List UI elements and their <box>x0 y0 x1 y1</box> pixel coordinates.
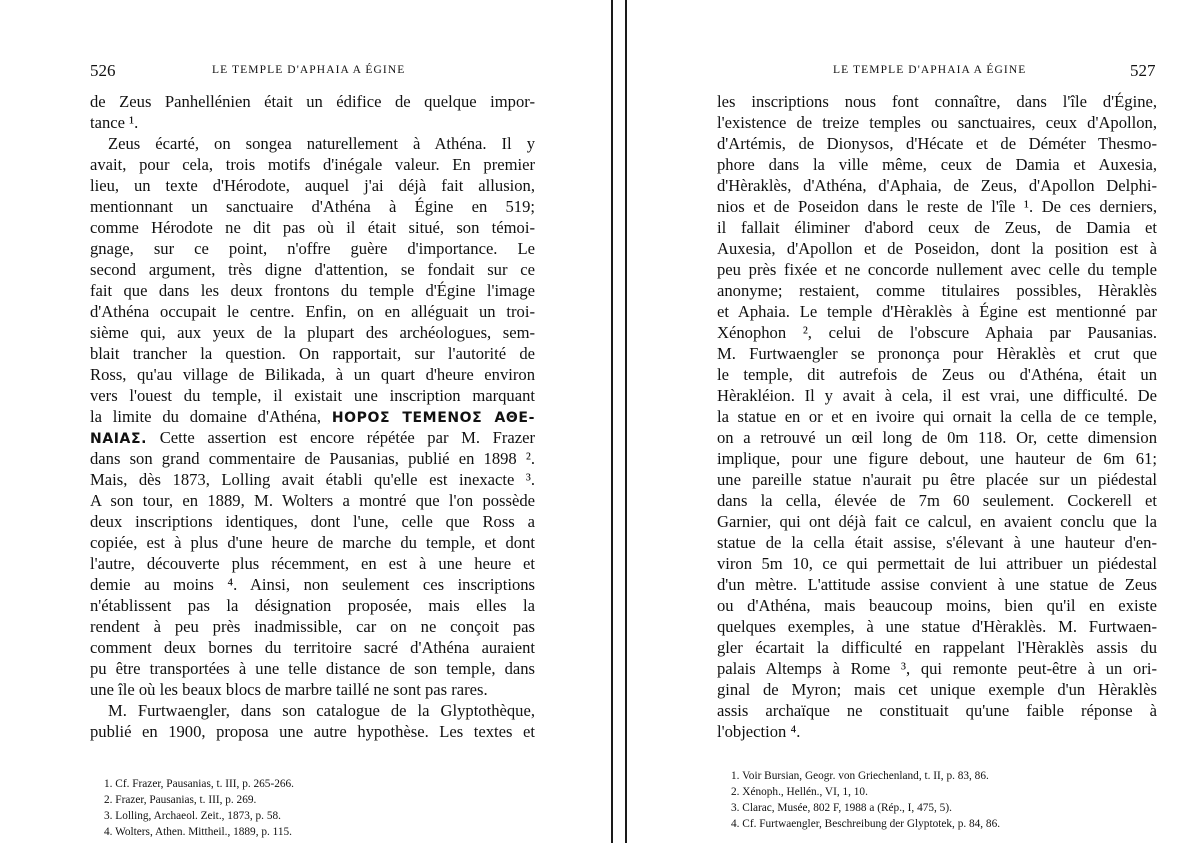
text-span: sième qui, aux yeux de la plupart des archéologues, sem- <box>90 323 535 342</box>
text-span: comme Hérodote ne dit pas où il était situé, son témoi- <box>90 218 535 237</box>
text-span: deux inscriptions identiques, dont l'une, celle que Ross a <box>90 512 535 531</box>
text-span: M. Furtwaengler, dans son catalogue de la Glyptothèque, <box>108 701 535 720</box>
text-span: dans son grand commentaire de Pausanias, publié en 1898 ². <box>90 449 535 468</box>
text-line <box>717 637 1157 658</box>
footnote: 4. Cf. Furtwaengler, Beschreibung der Glyptotek, p. 84, 86. <box>731 818 1001 830</box>
running-head: LE TEMPLE D'APHAIA A ÉGINE <box>212 64 406 76</box>
text-line <box>90 175 535 196</box>
text-line <box>90 658 535 679</box>
text-line <box>90 490 535 511</box>
footnote: 4. Wolters, Athen. Mittheil., 1889, p. 115. <box>104 826 292 838</box>
text-line <box>90 259 535 280</box>
text-span: lieu, un texte d'Hérodote, auquel j'ai déjà fait allusion, <box>90 176 535 195</box>
text-span: l'objection ⁴. <box>717 722 801 741</box>
text-span: Mais, dès 1873, Lolling avait établi qu'elle est inexacte ³. <box>90 470 535 489</box>
text-span: une pareille statue n'aurait pu être placée sur un piédestal <box>717 470 1157 489</box>
text-line <box>90 595 535 616</box>
text-line <box>717 238 1157 259</box>
text-line <box>717 469 1157 490</box>
footnote: 2. Xénoph., Hellén., VI, 1, 10. <box>731 786 868 798</box>
text-line <box>717 553 1157 574</box>
text-span: et Aphaia. Le temple d'Hèraklès à Égine est mentionné par <box>717 302 1157 321</box>
text-span: une île où les beaux blocs de marbre taillé ne sont pas rares. <box>90 680 488 699</box>
text-span: Ross, qu'au village de Bilikada, à un quart d'heure environ <box>90 365 535 384</box>
text-span: tance ¹. <box>90 113 139 132</box>
text-line <box>717 490 1157 511</box>
text-span: peu près fixée et ne concorde nullement avec celle du temple <box>717 260 1157 279</box>
text-span: d'Hèraklès, d'Athéna, d'Aphaia, de Zeus, d'Apollon Delphi- <box>717 176 1157 195</box>
text-span: Garnier, qui ont déjà fait ce calcul, en avaient conclu que la <box>717 512 1157 531</box>
running-head: LE TEMPLE D'APHAIA A ÉGINE <box>833 64 1027 76</box>
text-line <box>717 574 1157 595</box>
text-span: pu être transportées à une telle distance de son temple, dans <box>90 659 535 678</box>
text-span: blait trancher la question. On rapportait, sur l'autorité de <box>90 344 535 363</box>
text-span: palais Altemps à Rome ³, qui remonte peut-être à un ori- <box>717 659 1157 678</box>
text-line <box>90 427 535 448</box>
text-span: les inscriptions nous font connaître, dans l'île d'Égine, <box>717 92 1157 111</box>
text-line <box>717 154 1157 175</box>
page-number: 527 <box>1130 61 1156 80</box>
text-span: assis archaïque ne constituait qu'une faible réponse à <box>717 701 1157 720</box>
text-line <box>90 154 535 175</box>
text-span: rendent à peu près inadmissible, car on ne conçoit pas <box>90 617 535 636</box>
text-span: ginal de Myron; mais cet unique exemple d'un Hèraklès <box>717 680 1157 699</box>
text-span: d'Athéna occupait le centre. Enfin, on en alléguait un troi- <box>90 302 535 321</box>
text-line <box>717 616 1157 637</box>
text-span: la limite du domaine d'Athéna, <box>90 407 332 426</box>
text-span: l'autre, découverte plus récemment, en est à une heure et <box>90 554 535 573</box>
text-line <box>90 322 535 343</box>
text-span: publié en 1900, proposa une autre hypothèse. Les textes et <box>90 722 535 741</box>
body-text <box>90 91 535 742</box>
text-span: M. Furtwaengler se prononça pour Hèraklès et crut que <box>717 344 1157 363</box>
text-span: copiée, est à plus d'une heure de marche du temple, et dont <box>90 533 535 552</box>
right-page <box>626 0 1197 843</box>
text-span: nios et de Poseidon dans le reste de l'île ¹. De ces derniers, <box>717 197 1157 216</box>
text-span: mentionnant un sanctuaire d'Athéna à Égine en 519; <box>90 197 535 216</box>
text-span: dans la cella, élevée de 7m 60 seulement. Cockerell et <box>717 491 1157 510</box>
footnotes <box>104 776 294 840</box>
footnote: 1. Voir Bursian, Geogr. von Griechenland, t. II, p. 83, 86. <box>731 770 989 782</box>
text-line <box>717 658 1157 679</box>
text-line <box>90 700 535 721</box>
text-line <box>717 301 1157 322</box>
text-line <box>90 301 535 322</box>
text-span: gler écartait la difficulté en rappelant l'Hèraklès assis du <box>717 638 1157 657</box>
text-line <box>717 385 1157 406</box>
text-span: Xénophon ², celui de l'obscure Aphaia par Pausanias. <box>717 323 1157 342</box>
text-span: Auxesia, d'Apollon et de Poseidon, dont la position est à <box>717 239 1157 258</box>
text-line <box>717 196 1157 217</box>
text-line <box>717 364 1157 385</box>
text-span: de Zeus Panhellénien était un édifice de quelque impor- <box>90 92 535 111</box>
text-line <box>717 91 1157 112</box>
footnotes <box>731 768 1000 832</box>
text-span: viron 5m 10, ce qui permettait de lui attribuer un piédestal <box>717 554 1157 573</box>
text-span: second argument, très digne d'attention, se fondait sur ce <box>90 260 535 279</box>
text-line <box>717 322 1157 343</box>
text-line <box>717 259 1157 280</box>
text-line <box>717 427 1157 448</box>
text-line <box>90 637 535 658</box>
text-span: statue de la cella était assise, s'élevant à une hauteur d'en- <box>717 533 1157 552</box>
text-line <box>90 91 535 112</box>
text-line <box>717 721 1157 742</box>
text-line <box>717 343 1157 364</box>
page-number: 526 <box>90 61 116 80</box>
text-span: Hèrakléion. Il y avait à cela, il est vrai, une difficulté. De <box>717 386 1157 405</box>
text-line <box>717 217 1157 238</box>
text-line <box>90 406 535 427</box>
text-span: n'établissent pas la désignation proposée, mais elles la <box>90 596 535 615</box>
text-span: on a retrouvé un œil long de 0m 118. Or, cette dimension <box>717 428 1157 447</box>
text-span: phore dans la ville même, ceux de Damia et Auxesia, <box>717 155 1157 174</box>
text-span: d'un mètre. L'attitude assise convient à une statue de Zeus <box>717 575 1157 594</box>
footnote: 2. Frazer, Pausanias, t. III, p. 269. <box>104 794 257 806</box>
text-line <box>90 280 535 301</box>
body-text <box>717 91 1157 742</box>
text-line <box>717 595 1157 616</box>
text-line <box>90 112 535 133</box>
text-line <box>90 721 535 742</box>
footnote: 3. Clarac, Musée, 802 F, 1988 a (Rép., I, 475, 5). <box>731 802 952 814</box>
text-line <box>90 469 535 490</box>
text-line <box>90 448 535 469</box>
text-span: d'Artémis, de Dionysos, d'Hécate et de Déméter Thesmo- <box>717 134 1157 153</box>
text-span: anonyme; restaient, comme titulaires possibles, Hèraklès <box>717 281 1157 300</box>
greek-inscription: ΝΑΙΑΣ. <box>90 431 148 447</box>
text-line <box>90 385 535 406</box>
text-line <box>717 175 1157 196</box>
text-span: la statue en or et en ivoire qui ornait la cella de ce temple, <box>717 407 1157 426</box>
text-span: le temple, dit autrefois de Zeus ou d'Athéna, était un <box>717 365 1157 384</box>
text-span: quelques exemples, à une statue d'Hèraklès. M. Furtwaen- <box>717 617 1157 636</box>
text-line <box>90 553 535 574</box>
text-line <box>90 343 535 364</box>
text-line <box>717 280 1157 301</box>
text-line <box>90 196 535 217</box>
text-span: vers l'ouest du temple, il existait une inscription marquant <box>90 386 535 405</box>
text-span: Zeus écarté, on songea naturellement à Athéna. Il y <box>108 134 535 153</box>
text-line <box>90 133 535 154</box>
text-line <box>90 679 535 700</box>
text-line <box>717 679 1157 700</box>
text-line <box>90 616 535 637</box>
greek-inscription: ΗΟΡΟΣ ΤΕΜΕΝΟΣ ΑΘΕ- <box>331 410 535 426</box>
gutter-rule-left <box>611 0 613 843</box>
text-span: ou d'Athéna, mais beaucoup moins, bien qu'il en existe <box>717 596 1157 615</box>
text-line <box>90 532 535 553</box>
text-line <box>90 511 535 532</box>
text-line <box>717 532 1157 553</box>
text-span: avait, pour cela, trois motifs d'inégale valeur. En premier <box>90 155 535 174</box>
text-span: implique, pour une figure debout, une hauteur de 6m 61; <box>717 449 1157 468</box>
text-line <box>90 574 535 595</box>
text-line <box>717 700 1157 721</box>
footnote: 1. Cf. Frazer, Pausanias, t. III, p. 265-266. <box>104 778 294 790</box>
text-line <box>90 217 535 238</box>
text-span: l'existence de treize temples ou sanctuaires, ceux d'Apollon, <box>717 113 1157 132</box>
text-line <box>717 511 1157 532</box>
text-line <box>90 364 535 385</box>
text-line <box>90 238 535 259</box>
text-line <box>717 448 1157 469</box>
text-span: comment deux bornes du territoire sacré d'Athéna auraient <box>90 638 535 657</box>
text-span: gnage, sur ce point, n'offre guère d'importance. Le <box>90 239 535 258</box>
text-span: A son tour, en 1889, M. Wolters a montré que l'on possède <box>90 491 535 510</box>
text-span: demie au moins ⁴. Ainsi, non seulement ces inscriptions <box>90 575 535 594</box>
footnote: 3. Lolling, Archaeol. Zeit., 1873, p. 58. <box>104 810 281 822</box>
text-span: Cette assertion est encore répétée par M. Frazer <box>147 428 535 447</box>
text-line <box>717 112 1157 133</box>
text-span: il fallait éliminer d'abord ceux de Zeus, de Damia et <box>717 218 1157 237</box>
text-line <box>717 133 1157 154</box>
text-span: fait que dans les deux frontons du temple d'Égine l'image <box>90 281 535 300</box>
text-line <box>717 406 1157 427</box>
